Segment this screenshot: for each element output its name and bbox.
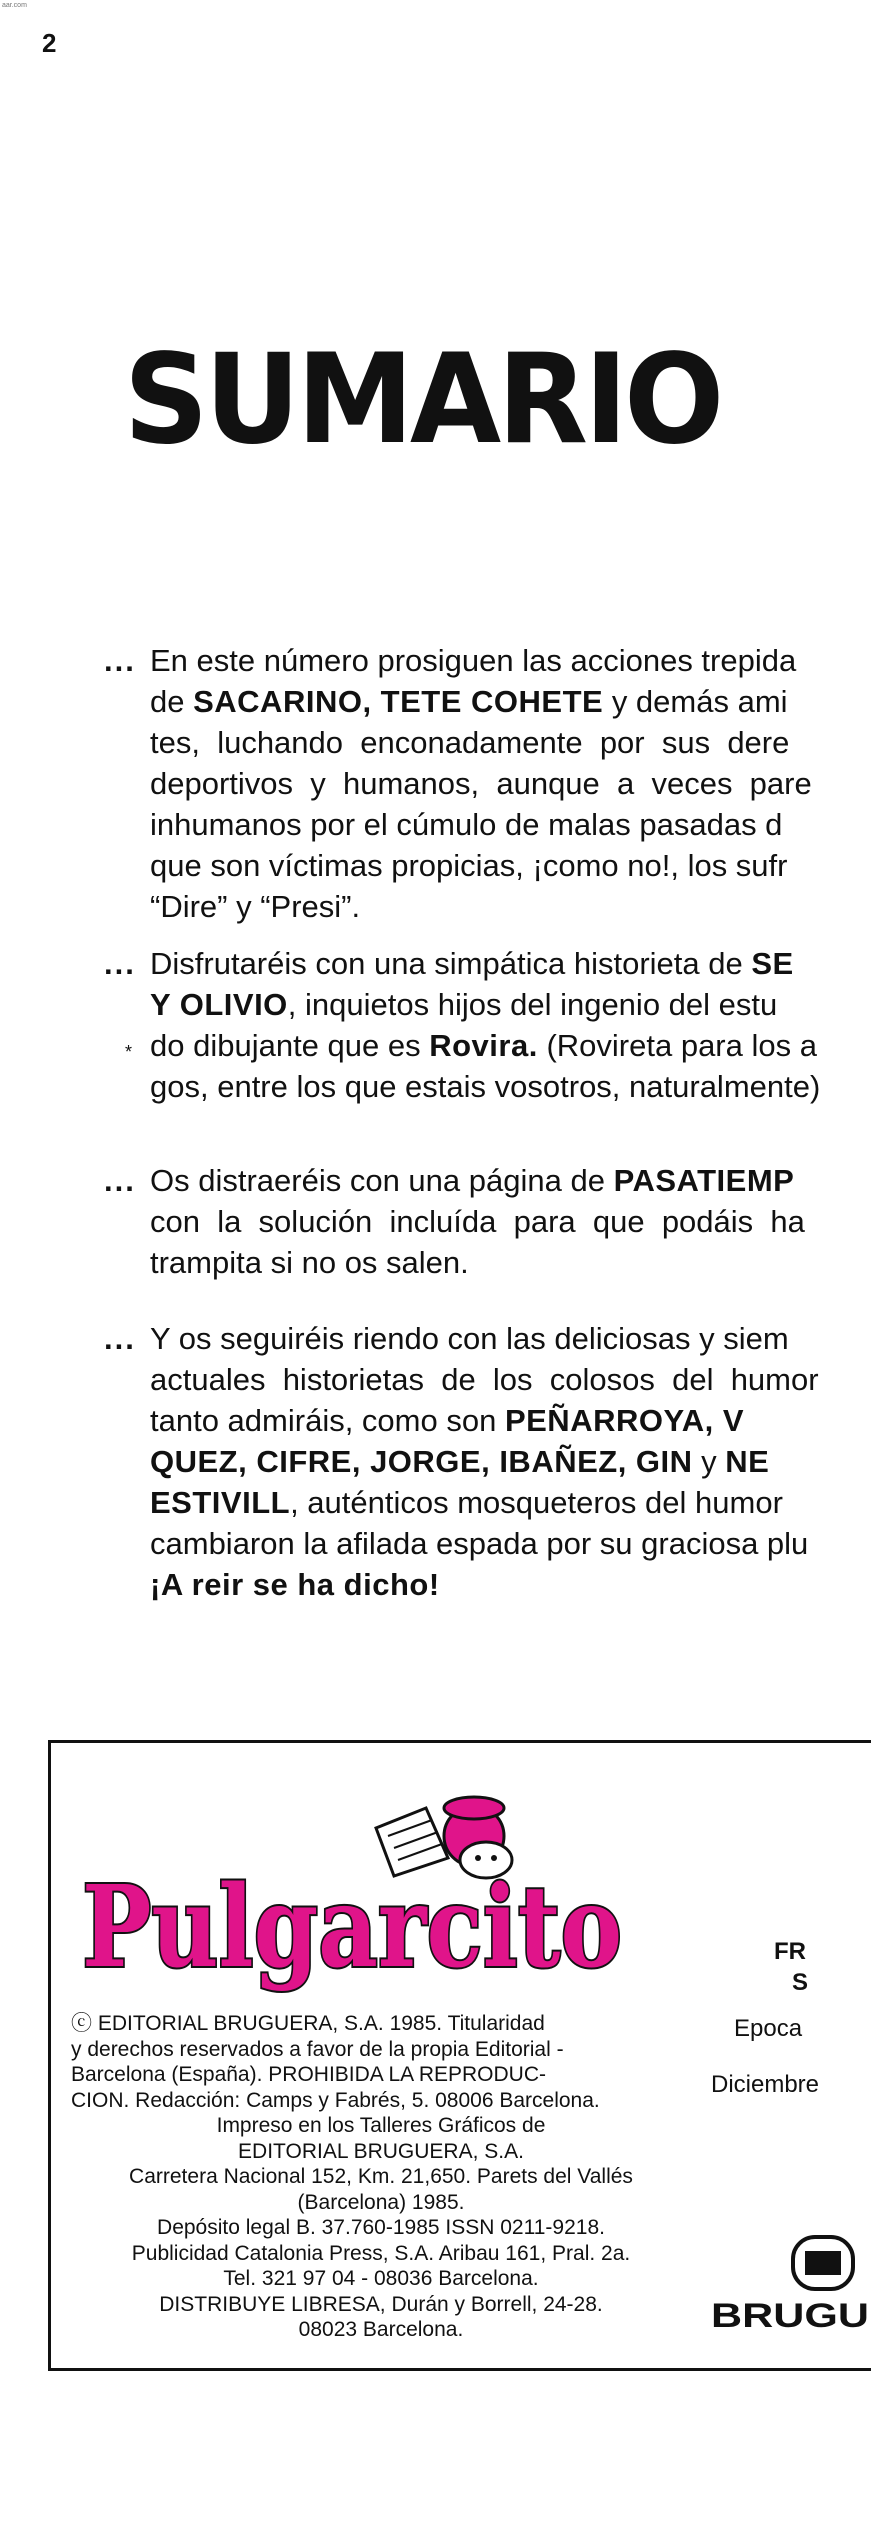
right-text-4: Diciembre <box>711 2071 820 2098</box>
credit-line: Publicidad Catalonia Press, S.A. Aribau 161, Pral. 2a. <box>131 2241 631 2265</box>
bold-name: Y OLIVIO <box>150 987 288 1022</box>
right-text-3: Epoca <box>734 2015 803 2042</box>
text-run: que son víctimas propicias, ¡como no!, los sufr <box>150 848 788 883</box>
credit-line: EDITORIAL BRUGUERA, S.A. <box>238 2139 524 2163</box>
text-run: con la solución incluída para que podáis ha <box>150 1204 805 1239</box>
paragraph-line <box>150 1160 805 1201</box>
paragraph-line <box>150 1400 819 1441</box>
bold-name: QUEZ, CIFRE, JORGE, IBAÑEZ, GIN <box>150 1444 693 1479</box>
bruguera-wordmark: BRUGU <box>711 2297 869 2335</box>
text-run: do dibujante que es <box>150 1028 430 1063</box>
text-run: cambiaron la afilada espada por su graciosa plu <box>150 1526 809 1561</box>
credit-line: 08023 Barcelona. <box>298 2318 464 2341</box>
paragraph-line <box>150 681 812 722</box>
credit-line: Barcelona (España). PROHIBIDA LA REPRODUC- <box>71 2063 547 2086</box>
bold-name: PEÑARROYA, V <box>504 1403 745 1438</box>
bold-name: Rovira. <box>429 1028 538 1063</box>
paragraph-line <box>150 1318 819 1359</box>
credit-line: (Barcelona) 1985. <box>297 2190 465 2214</box>
summary-paragraph-2 <box>104 943 821 1107</box>
text-run: y demás ami <box>603 684 788 719</box>
bold-name: PASATIEMP <box>613 1163 795 1198</box>
text-run: , auténticos mosqueteros del humor <box>290 1485 783 1520</box>
text-run: Y os seguiréis riendo con las deliciosas y siem <box>150 1321 789 1356</box>
text-run: (Rovireta para los a <box>537 1028 817 1063</box>
text-run: tanto admiráis, como son <box>150 1403 505 1438</box>
paragraph-line <box>150 1359 819 1400</box>
corner-watermark-text: aar.com <box>2 2 27 9</box>
paragraph-line <box>150 1482 819 1523</box>
credit-line: Carretera Nacional 152, Km. 21,650. Parets del Vallés <box>129 2165 633 2188</box>
ellipsis-bullet: ... <box>104 1321 136 1356</box>
credit-line: Impreso en los Talleres Gráficos de <box>216 2114 546 2137</box>
ellipsis-bullet: ... <box>104 1163 136 1198</box>
paragraph-line <box>150 886 812 927</box>
paragraph-line <box>150 1523 819 1564</box>
paragraph-line <box>150 722 812 763</box>
paragraph-line <box>150 1441 819 1482</box>
paragraph-line <box>150 1201 805 1242</box>
text-run: actuales historietas de los colosos del humor <box>150 1362 819 1397</box>
credit-line: Depósito legal B. 37.760-1985 ISSN 0211-9218. <box>157 2216 605 2239</box>
pulgarcito-logo <box>76 1788 636 2003</box>
paragraph-line <box>150 804 812 845</box>
bruguera-emblem-icon <box>793 2237 853 2289</box>
text-run: trampita si no os salen. <box>150 1245 469 1280</box>
bold-name: ESTIVILL <box>150 1485 291 1520</box>
paragraph-line <box>150 943 820 984</box>
credit-line: y derechos reservados a favor de la propia Editorial - <box>71 2037 564 2061</box>
text-run: gos, entre los que estais vosotros, naturalmente) <box>150 1069 821 1104</box>
credit-line: DISTRIBUYE LIBRESA, Durán y Borrell, 24-28. <box>159 2292 603 2316</box>
paragraph-line <box>150 1242 805 1283</box>
summary-paragraph-4 <box>104 1318 819 1605</box>
right-text-1: FR <box>774 1938 806 1965</box>
paragraph-line <box>150 1025 820 1066</box>
text-run: y <box>692 1444 726 1479</box>
page-number: 2 <box>42 28 57 58</box>
text-run: Os distraeréis con una página de <box>150 1163 614 1198</box>
text-run: tes, luchando enconadamente por sus dere <box>150 725 790 760</box>
publisher-credits <box>71 2011 691 2343</box>
paragraph-line <box>150 1066 820 1107</box>
summary-paragraph-1 <box>104 640 812 927</box>
paragraph-line <box>150 1564 819 1605</box>
footer-credits-box <box>48 1740 871 2371</box>
bold-name: SACARINO, TETE COHETE <box>193 684 604 719</box>
paragraph-line <box>150 763 812 804</box>
text-run: , inquietos hijos del ingenio del estu <box>287 987 778 1022</box>
logo-wordmark: Pulgarcito <box>82 1862 622 1993</box>
paragraph-line <box>150 640 812 681</box>
asterisk-mark: * <box>125 1042 133 1062</box>
ellipsis-bullet: ... <box>104 946 136 981</box>
credit-line: CION. Redacción: Camps y Fabrés, 5. 08006 Barcelona. <box>71 2088 600 2112</box>
text-run: Disfrutaréis con una simpática historieta de <box>150 946 752 981</box>
text-run: de <box>150 684 194 719</box>
paragraph-line <box>150 984 820 1025</box>
ellipsis-bullet: ... <box>104 643 136 678</box>
text-run: deportivos y humanos, aunque a veces pare <box>150 766 812 801</box>
right-text-2: S <box>792 1969 809 1996</box>
bruguera-logo <box>711 2233 871 2333</box>
summary-paragraph-3 <box>104 1160 805 1283</box>
paragraph-line <box>150 845 812 886</box>
bold-name: ¡A reir se ha dicho! <box>150 1567 440 1602</box>
bold-name: NE <box>725 1444 770 1479</box>
text-run: “Dire” y “Presi”. <box>150 889 361 924</box>
text-run: inhumanos por el cúmulo de malas pasadas d <box>150 807 783 842</box>
credit-line: ⓒ EDITORIAL BRUGUERA, S.A. 1985. Titularidad <box>71 2012 545 2035</box>
text-run: En este número prosiguen las acciones trepida <box>150 643 797 678</box>
bold-name: SE <box>751 946 794 981</box>
page-title: SUMARIO <box>123 326 721 472</box>
credit-line: Tel. 321 97 04 - 08036 Barcelona. <box>223 2267 539 2290</box>
